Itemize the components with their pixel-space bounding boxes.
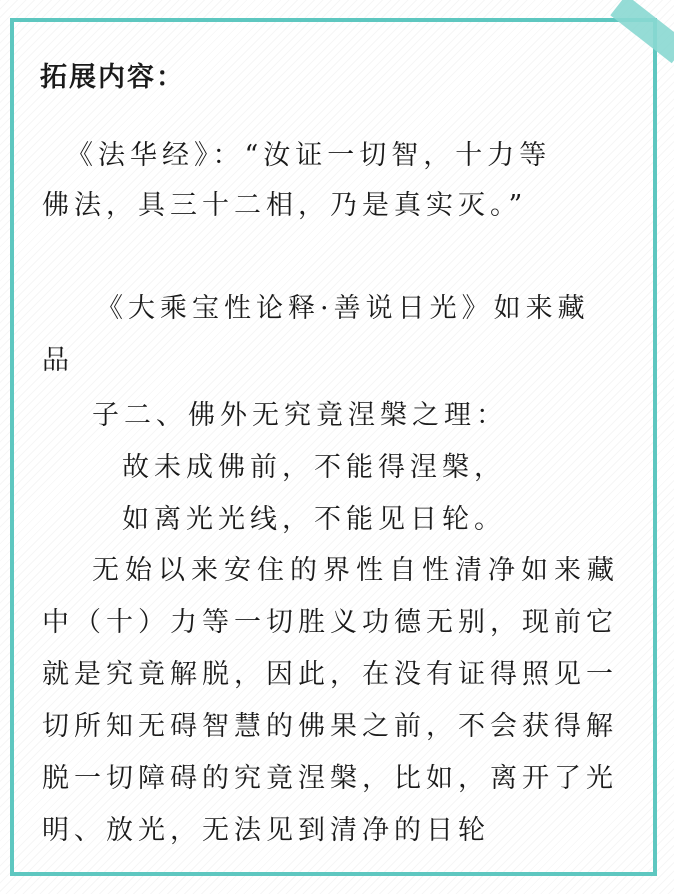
text-line: 中（十）力等一切胜义功德无别，现前它 [42, 607, 618, 638]
text-line: 品 [42, 345, 74, 376]
text-line: 《大乘宝性论释·善说日光》如来藏 [96, 293, 590, 324]
text-line: 《法华经》：“汝证一切智，十力等 [66, 140, 552, 171]
text-line: 就是究竟解脱，因此，在没有证得照见一 [42, 659, 618, 690]
text-line: 佛法，具三十二相，乃是真实灭。” [42, 190, 528, 221]
verse-line: 故未成佛前，不能得涅槃， [122, 452, 506, 483]
section-title: 拓展内容： [40, 62, 185, 93]
text-line: 无始以来安住的界性自性清净如来藏 [92, 555, 620, 586]
text-line: 子二、佛外无究竟涅槃之理： [92, 400, 508, 431]
text-line: 切所知无碍智慧的佛果之前，不会获得解 [42, 711, 618, 742]
text-line: 明、放光，无法见到清净的日轮 [42, 815, 490, 846]
verse-line: 如离光光线，不能见日轮。 [122, 504, 506, 535]
text-line: 脱一切障碍的究竟涅槃，比如，离开了光 [42, 763, 618, 794]
